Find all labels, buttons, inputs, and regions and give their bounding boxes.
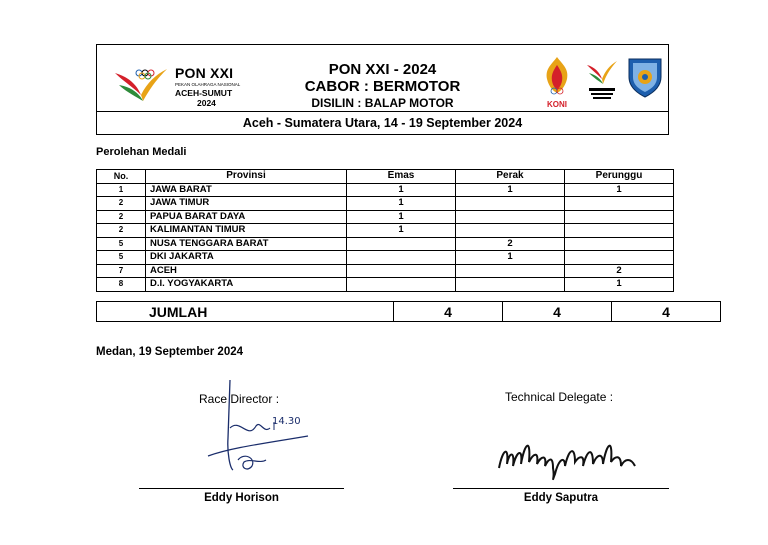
pon-logo-host: ACEH-SUMUT bbox=[175, 88, 233, 98]
cell-provinsi: ACEH bbox=[146, 264, 347, 278]
cell-provinsi: PAPUA BARAT DAYA bbox=[146, 210, 347, 224]
cell-no: 1 bbox=[97, 183, 146, 197]
cell-emas: 1 bbox=[347, 183, 456, 197]
cell-perak bbox=[456, 210, 565, 224]
race-director-signature-icon bbox=[200, 378, 320, 478]
cell-perunggu bbox=[565, 224, 674, 238]
imi-shield-logo-icon bbox=[625, 55, 665, 99]
koni-flame-icon bbox=[537, 55, 577, 97]
cell-no: 8 bbox=[97, 278, 146, 292]
table-row bbox=[97, 224, 674, 238]
header-no: No. bbox=[97, 170, 146, 184]
cell-perunggu bbox=[565, 251, 674, 265]
report-header bbox=[96, 44, 669, 135]
pon-logo-subtitle: PEKAN OLAHRAGA NASIONAL bbox=[175, 82, 241, 87]
table-row bbox=[97, 264, 674, 278]
pon-logo-name: PON XXI bbox=[175, 65, 234, 81]
event-title: PON XXI - 2024 bbox=[328, 61, 437, 78]
pon-xxi-small-logo-icon bbox=[585, 57, 619, 105]
total-row bbox=[97, 302, 721, 322]
cell-no: 2 bbox=[97, 224, 146, 238]
koni-label: KONI bbox=[547, 100, 567, 109]
cell-emas bbox=[347, 237, 456, 251]
cell-emas: 1 bbox=[347, 210, 456, 224]
cell-no: 7 bbox=[97, 264, 146, 278]
koni-logo bbox=[537, 55, 577, 109]
race-director-time-note: 14.30 bbox=[272, 416, 301, 427]
total-perunggu: 4 bbox=[612, 302, 721, 322]
cell-perak bbox=[456, 264, 565, 278]
pon-logo-year: 2024 bbox=[197, 98, 216, 108]
total-emas: 4 bbox=[394, 302, 503, 322]
race-director-signature-line bbox=[139, 488, 344, 489]
header-emas: Emas bbox=[347, 170, 456, 184]
table-row bbox=[97, 197, 674, 211]
cell-no: 2 bbox=[97, 210, 146, 224]
cell-perak bbox=[456, 278, 565, 292]
header-perunggu: Perunggu bbox=[565, 170, 674, 184]
table-row bbox=[97, 210, 674, 224]
cell-emas: 1 bbox=[347, 197, 456, 211]
header-divider bbox=[97, 111, 668, 112]
date-line: Medan, 19 September 2024 bbox=[96, 346, 244, 358]
total-label: JUMLAH bbox=[97, 302, 394, 322]
header-perak: Perak bbox=[456, 170, 565, 184]
cell-perunggu: 2 bbox=[565, 264, 674, 278]
technical-delegate-name: Eddy Saputra bbox=[523, 492, 599, 504]
cell-perunggu bbox=[565, 237, 674, 251]
total-table bbox=[96, 301, 721, 322]
cell-emas bbox=[347, 278, 456, 292]
cell-perak: 1 bbox=[456, 251, 565, 265]
cell-perunggu bbox=[565, 210, 674, 224]
cell-provinsi: JAWA BARAT bbox=[146, 183, 347, 197]
cell-perak bbox=[456, 197, 565, 211]
technical-delegate-signature-icon bbox=[495, 428, 645, 484]
cell-provinsi: NUSA TENGGARA BARAT bbox=[146, 237, 347, 251]
table-row bbox=[97, 237, 674, 251]
section-label: Perolehan Medali bbox=[96, 146, 187, 158]
technical-delegate-signature-line bbox=[453, 488, 669, 489]
cell-perunggu: 1 bbox=[565, 278, 674, 292]
technical-delegate-role: Technical Delegate : bbox=[505, 390, 614, 404]
discipline-title: DISILIN : BALAP MOTOR bbox=[311, 96, 454, 110]
table-row bbox=[97, 251, 674, 265]
cell-perunggu bbox=[565, 197, 674, 211]
total-perak: 4 bbox=[503, 302, 612, 322]
header-provinsi: Provinsi bbox=[146, 170, 347, 184]
cell-emas: 1 bbox=[347, 224, 456, 238]
cell-no: 5 bbox=[97, 251, 146, 265]
table-row bbox=[97, 183, 674, 197]
cabor-title: CABOR : BERMOTOR bbox=[304, 78, 461, 95]
cell-provinsi: D.I. YOGYAKARTA bbox=[146, 278, 347, 292]
table-header-row bbox=[97, 170, 674, 184]
cell-emas bbox=[347, 251, 456, 265]
race-director-name: Eddy Horison bbox=[204, 492, 279, 504]
medal-table bbox=[96, 169, 674, 292]
cell-perak: 1 bbox=[456, 183, 565, 197]
cell-provinsi: JAWA TIMUR bbox=[146, 197, 347, 211]
event-location-dates: Aceh - Sumatera Utara, 14 - 19 September 2024 bbox=[242, 116, 523, 130]
cell-no: 5 bbox=[97, 237, 146, 251]
cell-provinsi: DKI JAKARTA bbox=[146, 251, 347, 265]
cell-perak bbox=[456, 224, 565, 238]
cell-no: 2 bbox=[97, 197, 146, 211]
cell-perunggu: 1 bbox=[565, 183, 674, 197]
cell-provinsi: KALIMANTAN TIMUR bbox=[146, 224, 347, 238]
cell-emas bbox=[347, 264, 456, 278]
race-director-role: Race Director : bbox=[199, 392, 280, 406]
table-row bbox=[97, 278, 674, 292]
cell-perak: 2 bbox=[456, 237, 565, 251]
